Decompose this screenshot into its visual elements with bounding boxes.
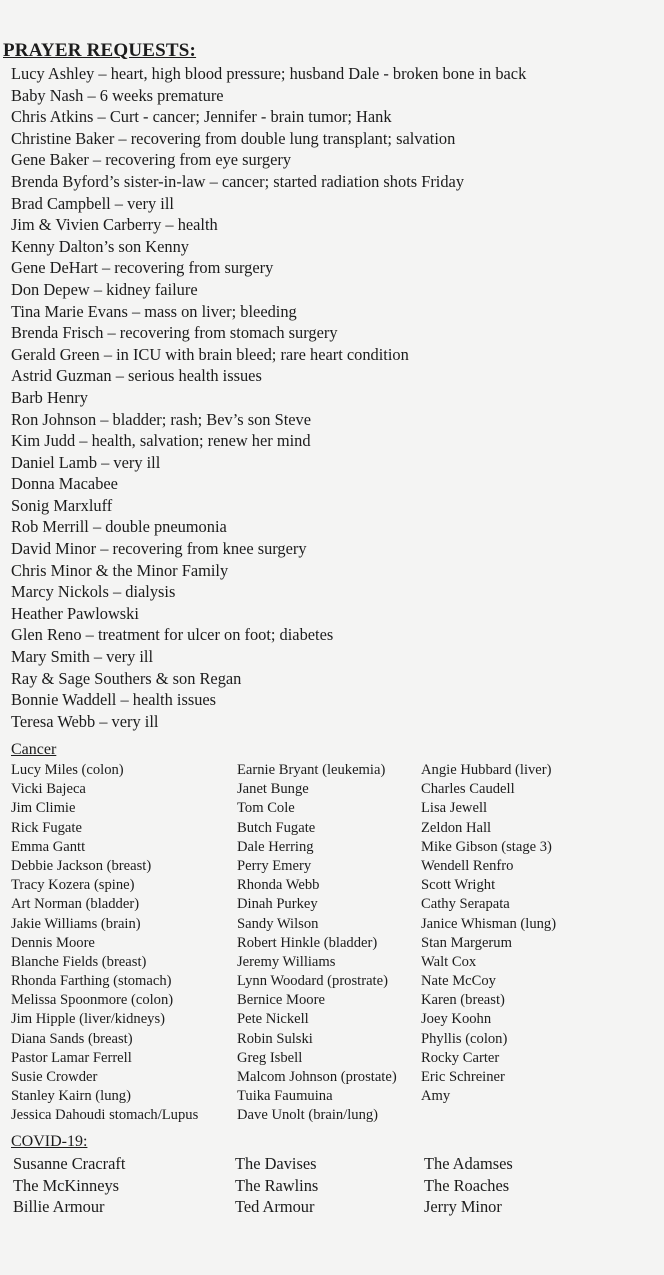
prayer-request-item: Glen Reno – treatment for ulcer on foot; diabetes xyxy=(11,625,334,645)
cancer-name: Charles Caudell xyxy=(421,781,515,798)
cancer-name: Dennis Moore xyxy=(11,934,95,951)
cancer-name: Jessica Dahoudi stomach/Lupus xyxy=(11,1107,199,1124)
prayer-request-item: Tina Marie Evans – mass on liver; bleeding xyxy=(11,301,297,321)
cancer-name: Butch Fugate xyxy=(237,819,316,836)
covid-name: The Davises xyxy=(235,1154,317,1173)
cancer-name: Emma Gantt xyxy=(11,838,86,855)
prayer-request-item: Brenda Frisch – recovering from stomach surgery xyxy=(11,323,338,343)
prayer-request-item: Teresa Webb – very ill xyxy=(11,711,159,731)
cancer-name: Perry Emery xyxy=(237,857,312,874)
prayer-request-item: Baby Nash – 6 weeks premature xyxy=(11,85,224,105)
cancer-name: Tracy Kozera (spine) xyxy=(11,877,135,894)
prayer-request-item: Daniel Lamb – very ill xyxy=(11,452,161,472)
cancer-name: Janice Whisman (lung) xyxy=(421,915,557,932)
cancer-name: Rick Fugate xyxy=(11,819,82,836)
cancer-name: Stanley Kairn (lung) xyxy=(11,1088,131,1105)
prayer-request-item: Chris Atkins – Curt - cancer; Jennifer - brain tumor; Hank xyxy=(11,107,392,127)
prayer-request-item: Jim & Vivien Carberry – health xyxy=(11,215,218,235)
covid-name: The Rawlins xyxy=(235,1175,319,1195)
cancer-name: Mike Gibson (stage 3) xyxy=(421,838,552,855)
cancer-name: Tuika Faumuina xyxy=(237,1088,333,1105)
cancer-name: Lynn Woodard (prostrate) xyxy=(237,973,388,990)
cancer-name: Phyllis (colon) xyxy=(421,1030,508,1047)
prayer-request-item: Gene Baker – recovering from eye surgery xyxy=(11,150,292,170)
prayer-request-item: Donna Macabee xyxy=(11,474,118,494)
prayer-request-item: Gerald Green – in ICU with brain bleed; rare heart condition xyxy=(11,344,409,364)
cancer-name: Pastor Lamar Ferrell xyxy=(11,1049,132,1066)
prayer-request-item: Rob Merrill – double pneumonia xyxy=(11,517,227,537)
cancer-name: Jim Hipple (liver/kidneys) xyxy=(11,1011,166,1028)
cancer-heading: Cancer xyxy=(11,741,57,758)
prayer-request-item: Barb Henry xyxy=(11,387,88,407)
cancer-name: Nate McCoy xyxy=(421,973,496,990)
prayer-request-item: Kenny Dalton’s son Kenny xyxy=(11,236,189,256)
covid-name: Susanne Cracraft xyxy=(13,1154,126,1173)
prayer-request-item: Chris Minor & the Minor Family xyxy=(11,560,229,580)
covid-name: Jerry Minor xyxy=(424,1197,502,1217)
cancer-name: Wendell Renfro xyxy=(421,857,514,874)
cancer-column-2 xyxy=(237,761,397,1126)
cancer-name: Art Norman (bladder) xyxy=(11,896,140,913)
cancer-name: Susie Crowder xyxy=(11,1069,98,1085)
cancer-name: Malcom Johnson (prostate) xyxy=(237,1069,397,1085)
cancer-name: Lisa Jewell xyxy=(421,800,488,817)
cancer-name: Greg Isbell xyxy=(237,1049,303,1066)
cancer-name: Dinah Purkey xyxy=(237,896,318,913)
prayer-request-item: Don Depew – kidney failure xyxy=(11,279,198,299)
prayer-request-item: Heather Pawlowski xyxy=(11,603,139,623)
cancer-name: Blanche Fields (breast) xyxy=(11,953,147,970)
covid-heading: COVID-19: xyxy=(11,1133,88,1150)
covid-name: The Adamses xyxy=(424,1154,513,1173)
cancer-name: Debbie Jackson (breast) xyxy=(11,857,152,874)
cancer-name: Jakie Williams (brain) xyxy=(11,915,141,932)
cancer-name: Rhonda Webb xyxy=(237,877,320,894)
prayer-request-item: Christine Baker – recovering from double lung transplant; salvation xyxy=(11,128,456,148)
cancer-name: Robert Hinkle (bladder) xyxy=(237,934,378,951)
prayer-request-item: Sonig Marxluff xyxy=(11,495,113,515)
cancer-name: Joey Koohn xyxy=(421,1011,492,1028)
cancer-name: Earnie Bryant (leukemia) xyxy=(237,762,386,778)
prayer-request-item: Astrid Guzman – serious health issues xyxy=(11,366,262,386)
cancer-name: Jeremy Williams xyxy=(237,953,336,970)
cancer-name: Dale Herring xyxy=(237,838,314,855)
covid-name: The Roaches xyxy=(424,1175,510,1195)
prayer-request-item: Brad Campbell – very ill xyxy=(11,193,174,213)
cancer-name: Walt Cox xyxy=(421,953,477,970)
cancer-name: Stan Margerum xyxy=(421,934,512,951)
page-title: PRAYER REQUESTS: xyxy=(3,40,197,61)
covid-column-1 xyxy=(13,1153,125,1218)
prayer-request-item: Gene DeHart – recovering from surgery xyxy=(11,258,274,278)
prayer-request-item: Ron Johnson – bladder; rash; Bev’s son Steve xyxy=(11,409,312,429)
cancer-name: Vicki Bajeca xyxy=(11,781,86,798)
cancer-name: Dave Unolt (brain/lung) xyxy=(237,1107,379,1124)
covid-name: Billie Armour xyxy=(13,1197,105,1217)
covid-column-2 xyxy=(235,1153,318,1218)
prayer-requests-list xyxy=(11,63,526,732)
prayer-request-item: Brenda Byford’s sister-in-law – cancer; started radiation shots Friday xyxy=(11,171,465,191)
prayer-request-item: David Minor – recovering from knee surgery xyxy=(11,539,307,559)
cancer-column-3 xyxy=(421,761,556,1106)
cancer-name: Janet Bunge xyxy=(237,781,309,798)
cancer-name: Sandy Wilson xyxy=(237,915,319,932)
cancer-name: Cathy Serapata xyxy=(421,896,510,913)
cancer-name: Zeldon Hall xyxy=(421,819,492,836)
cancer-name: Karen (breast) xyxy=(421,992,505,1009)
cancer-name: Pete Nickell xyxy=(237,1011,309,1028)
prayer-request-item: Kim Judd – health, salvation; renew her mind xyxy=(11,431,311,451)
cancer-name: Robin Sulski xyxy=(237,1030,313,1047)
cancer-name: Melissa Spoonmore (colon) xyxy=(11,992,174,1009)
cancer-name: Scott Wright xyxy=(421,877,496,894)
cancer-name: Eric Schreiner xyxy=(421,1069,505,1085)
prayer-request-item: Ray & Sage Southers & son Regan xyxy=(11,668,242,688)
cancer-name: Diana Sands (breast) xyxy=(11,1030,133,1047)
prayer-request-item: Marcy Nickols – dialysis xyxy=(11,582,176,602)
prayer-request-item: Lucy Ashley – heart, high blood pressure; husband Dale - broken bone in back xyxy=(11,64,527,83)
cancer-name: Jim Climie xyxy=(11,800,76,817)
cancer-name: Rhonda Farthing (stomach) xyxy=(11,973,172,990)
prayer-request-item: Bonnie Waddell – health issues xyxy=(11,690,217,710)
cancer-name: Lucy Miles (colon) xyxy=(11,762,124,778)
cancer-name: Angie Hubbard (liver) xyxy=(421,762,552,778)
cancer-name: Tom Cole xyxy=(237,800,295,817)
covid-name: The McKinneys xyxy=(13,1175,120,1195)
cancer-column-1 xyxy=(11,761,198,1126)
cancer-name: Bernice Moore xyxy=(237,992,325,1009)
covid-name: Ted Armour xyxy=(235,1197,315,1217)
cancer-name: Rocky Carter xyxy=(421,1049,500,1066)
cancer-name: Amy xyxy=(421,1088,451,1105)
prayer-request-item: Mary Smith – very ill xyxy=(11,647,154,667)
covid-column-3 xyxy=(424,1153,513,1218)
